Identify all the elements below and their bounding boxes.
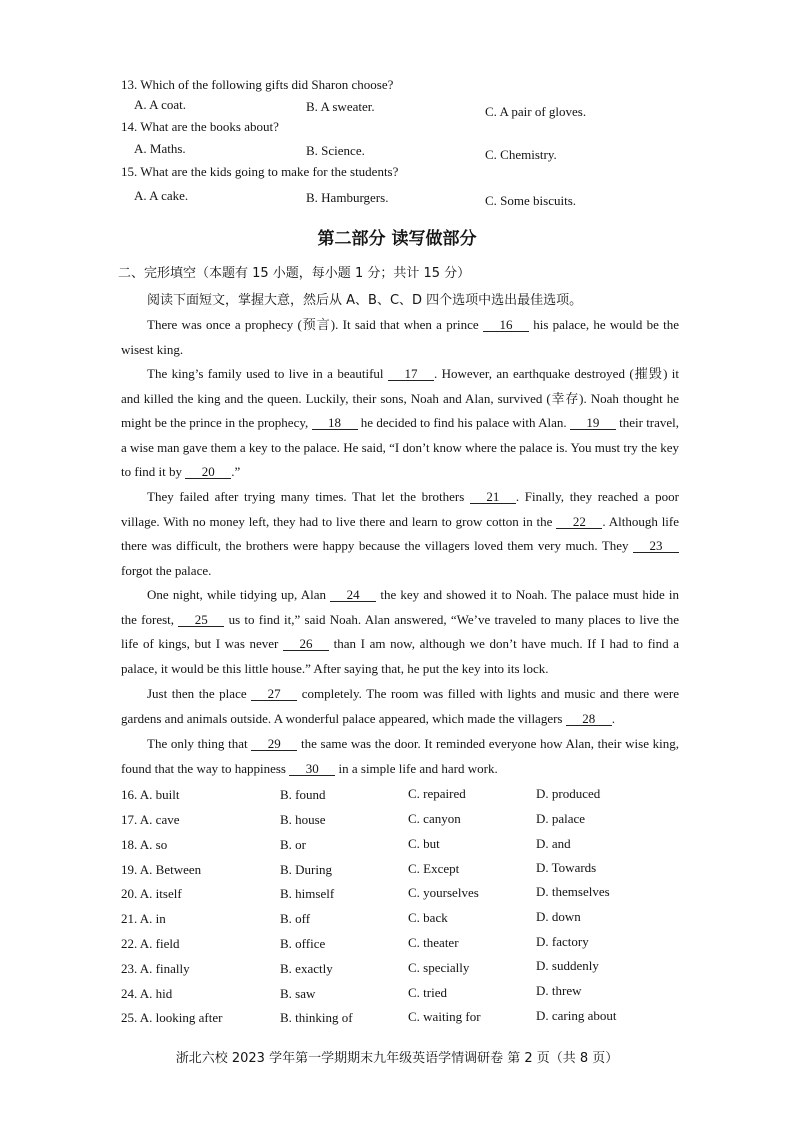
option-19-d: D. Towards bbox=[536, 860, 597, 875]
option-23-c: C. specially bbox=[408, 960, 470, 975]
question-15-option-a: A. A cake. bbox=[134, 188, 189, 203]
option-17-d: D. palace bbox=[536, 811, 586, 826]
blank-22[interactable]: 22 bbox=[556, 515, 602, 529]
option-18-c: C. but bbox=[408, 836, 440, 851]
blank-17[interactable]: 17 bbox=[388, 367, 434, 381]
option-22-b: B. office bbox=[280, 936, 326, 951]
option-20-b: B. himself bbox=[280, 886, 335, 901]
passage-paragraph-4: One night, while tidying up, Alan 24 the key and showed it to Noah. The palace must hide in the forest, 25 us to find it,” said Noah. Alan answered, “We’ve traveled to many places to live the life of kings, but I was never 26 than I am now, although we don’t have much. If I had to find a palace, it would be this little house.” After saying that, he put the key into its lock. bbox=[121, 587, 680, 676]
blank-27[interactable]: 27 bbox=[251, 687, 297, 701]
question-15-option-b: B. Hamburgers. bbox=[306, 190, 389, 205]
question-14-option-c: C. Chemistry. bbox=[485, 147, 557, 162]
option-16-d: D. produced bbox=[536, 786, 601, 801]
option-21-a: 21. A. in bbox=[121, 911, 166, 926]
passage-paragraph-2: The king’s family used to live in a beautiful 17 . However, an earthquake destroyed (摧毁) it and killed the king and the queen. Luckily, their sons, Noah and Alan, survived (幸存). Noah thought he might be the prince in the prophecy, 18 he decided to find his palace with Alan. 19 their travel, a wise man gave them a key to the palace. He said, “I don’t know where the palace is. You must try the key to find it by 20 .” bbox=[121, 366, 680, 480]
part-title: 第二部分 读写做部分 bbox=[317, 229, 477, 249]
option-21-b: B. off bbox=[280, 911, 311, 926]
option-23-a: 23. A. finally bbox=[121, 961, 190, 976]
option-22-a: 22. A. field bbox=[121, 936, 180, 951]
section-heading: 二、完形填空（本题有 15 小题，每小题 1 分；共计 15 分） bbox=[118, 266, 471, 281]
question-14-option-a: A. Maths. bbox=[134, 141, 186, 156]
option-24-d: D. threw bbox=[536, 983, 582, 998]
option-20-c: C. yourselves bbox=[408, 885, 479, 900]
option-17-a: 17. A. cave bbox=[121, 812, 180, 827]
question-15-stem: 15. What are the kids going to make for the students? bbox=[121, 164, 399, 179]
option-25-a: 25. A. looking after bbox=[121, 1010, 223, 1025]
question-13-stem: 13. Which of the following gifts did Sharon choose? bbox=[121, 77, 394, 92]
option-25-b: B. thinking of bbox=[280, 1010, 353, 1025]
option-24-c: C. tried bbox=[408, 985, 447, 1000]
blank-18[interactable]: 18 bbox=[312, 416, 358, 430]
question-13-option-b: B. A sweater. bbox=[306, 99, 375, 114]
option-21-d: D. down bbox=[536, 909, 581, 924]
option-20-a: 20. A. itself bbox=[121, 886, 182, 901]
passage-paragraph-3: They failed after trying many times. That let the brothers 21 . Finally, they reached a poor village. With no money left, they had to live there and learn to grow cotton in the 22 . Although life there was difficult, the brothers were happy because the villagers loved them very much. They 23 forgot the palace. bbox=[121, 489, 680, 578]
option-23-b: B. exactly bbox=[280, 961, 333, 976]
option-25-c: C. waiting for bbox=[408, 1009, 481, 1024]
option-17-c: C. canyon bbox=[408, 811, 461, 826]
blank-28[interactable]: 28 bbox=[566, 712, 612, 726]
instruction: 阅读下面短文，掌握大意，然后从 A、B、C、D 四个选项中选出最佳选项。 bbox=[147, 293, 583, 308]
blank-29[interactable]: 29 bbox=[251, 737, 297, 751]
option-19-c: C. Except bbox=[408, 861, 460, 876]
blank-16[interactable]: 16 bbox=[483, 318, 529, 332]
option-16-a: 16. A. built bbox=[121, 787, 180, 802]
blank-21[interactable]: 21 bbox=[470, 490, 516, 504]
option-24-a: 24. A. hid bbox=[121, 986, 173, 1001]
blank-24[interactable]: 24 bbox=[330, 588, 376, 602]
option-22-c: C. theater bbox=[408, 935, 459, 950]
option-20-d: D. themselves bbox=[536, 884, 610, 899]
option-17-b: B. house bbox=[280, 812, 326, 827]
option-19-a: 19. A. Between bbox=[121, 862, 202, 877]
option-16-c: C. repaired bbox=[408, 786, 466, 801]
question-15-option-c: C. Some biscuits. bbox=[485, 193, 577, 208]
option-16-b: B. found bbox=[280, 787, 326, 802]
option-18-b: B. or bbox=[280, 837, 306, 852]
blank-23[interactable]: 23 bbox=[633, 539, 679, 553]
option-24-b: B. saw bbox=[280, 986, 316, 1001]
question-13-option-c: C. A pair of gloves. bbox=[485, 104, 587, 119]
option-19-b: B. During bbox=[280, 862, 332, 877]
passage-paragraph-6: The only thing that 29 the same was the door. It reminded everyone how Alan, their wise king, found that the way to happiness 30 in a simple life and hard work. bbox=[121, 736, 680, 776]
option-18-a: 18. A. so bbox=[121, 837, 168, 852]
option-21-c: C. back bbox=[408, 910, 448, 925]
passage-paragraph-1: There was once a prophecy (预言). It said that when a prince 16 his palace, he would be the wisest king. bbox=[121, 317, 680, 357]
blank-30[interactable]: 30 bbox=[289, 762, 335, 776]
passage-paragraph-5: Just then the place 27 completely. The room was filled with lights and music and there were gardens and animals outside. A wonderful palace appeared, which made the villagers 28 . bbox=[121, 686, 679, 726]
option-22-d: D. factory bbox=[536, 934, 589, 949]
blank-26[interactable]: 26 bbox=[283, 637, 329, 651]
option-23-d: D. suddenly bbox=[536, 958, 599, 973]
question-14-option-b: B. Science. bbox=[306, 143, 365, 158]
option-25-d: D. caring about bbox=[536, 1008, 617, 1023]
blank-19[interactable]: 19 bbox=[570, 416, 616, 430]
page-footer: 浙北六校 2023 学年第一学期期末九年级英语学情调研卷 第 2 页（共 8 页） bbox=[175, 1051, 619, 1066]
blank-25[interactable]: 25 bbox=[178, 613, 224, 627]
blank-20[interactable]: 20 bbox=[185, 465, 231, 479]
question-14-stem: 14. What are the books about? bbox=[121, 119, 279, 134]
question-13-option-a: A. A coat. bbox=[134, 97, 186, 112]
option-18-d: D. and bbox=[536, 836, 571, 851]
